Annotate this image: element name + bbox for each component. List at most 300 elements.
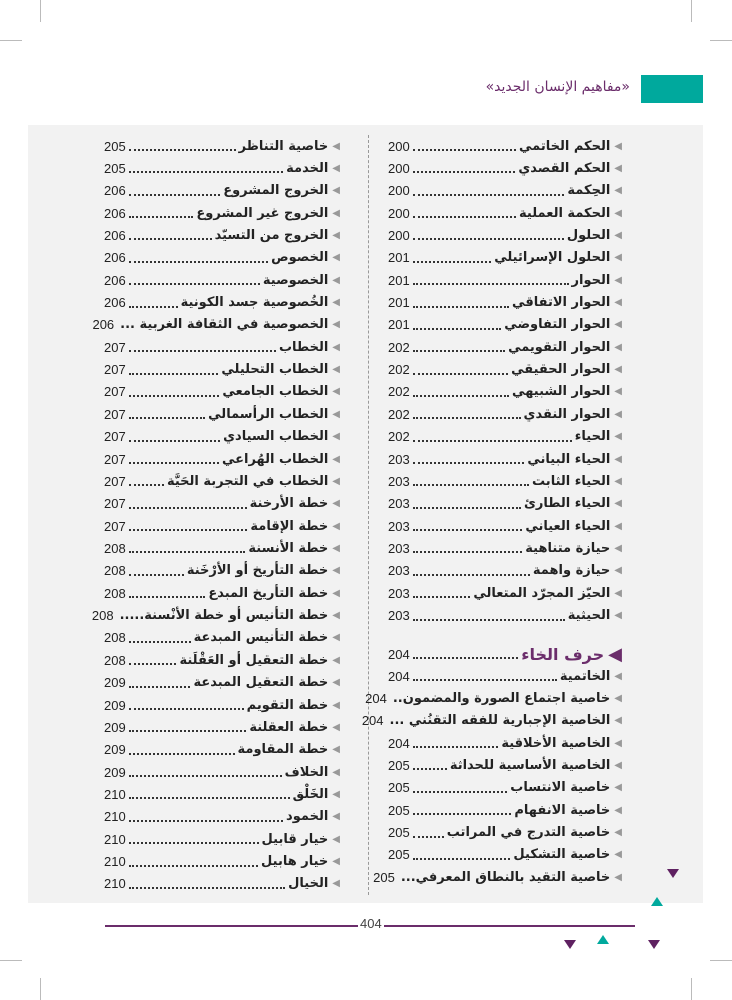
entry-page: 208 (104, 630, 126, 646)
entry-page: 203 (388, 540, 410, 556)
dot-leader (129, 261, 268, 263)
index-entry (388, 844, 622, 866)
entry-label: الخصوصية في الثقافة الغربية ... (120, 317, 329, 333)
entry-page: 210 (104, 876, 126, 892)
bullet-triangle-icon: ◀ (332, 498, 340, 510)
entry-page: 200 (388, 138, 410, 154)
entry-page: 209 (104, 764, 126, 780)
entry-page: 207 (104, 339, 126, 355)
dot-leader (129, 820, 283, 822)
bullet-triangle-icon: ◀ (614, 670, 622, 682)
entry-page: 202 (388, 384, 410, 400)
entry-page: 205 (388, 780, 410, 796)
dot-leader (129, 283, 260, 285)
entry-page: 202 (388, 362, 410, 378)
entry-label: خطة العقلنة (249, 719, 329, 735)
entry-page: 205 (388, 825, 410, 841)
dot-leader (413, 328, 502, 330)
bullet-triangle-icon: ◀ (614, 804, 622, 816)
entry-label: خاصية الانتساب (510, 780, 611, 796)
entry-label: الخدمة (286, 160, 329, 176)
bullet-triangle-icon: ◀ (332, 856, 340, 868)
index-entry (388, 247, 622, 269)
crop-mark (691, 0, 692, 22)
bullet-triangle-icon: ◀ (614, 297, 622, 309)
entry-page: 206 (104, 250, 126, 266)
dot-leader (129, 574, 184, 576)
dot-leader (413, 238, 564, 240)
index-entry (104, 135, 340, 157)
bullet-triangle-icon: ◀ (332, 341, 340, 353)
entry-label: الخطاب التحليلي (221, 362, 329, 378)
dot-leader (129, 216, 194, 218)
dot-leader (413, 440, 572, 442)
bullet-triangle-icon: ◀ (332, 744, 340, 756)
bullet-triangle-icon: ◀ (332, 297, 340, 309)
bullet-triangle-icon: ◀ (332, 408, 340, 420)
bullet-triangle-icon: ◀ (614, 759, 622, 771)
entry-label: الحِكمة (567, 183, 611, 199)
crop-mark (0, 40, 22, 41)
entry-page: 210 (104, 854, 126, 870)
crop-mark (40, 978, 41, 1000)
index-entry (388, 314, 622, 336)
entry-page: 208 (104, 563, 126, 579)
dot-leader (413, 350, 505, 352)
index-entry (388, 822, 622, 844)
index-entry (104, 537, 340, 559)
bullet-triangle-icon: ◀ (332, 878, 340, 890)
index-entry (373, 866, 622, 888)
dot-leader (129, 797, 290, 799)
index-entry (104, 515, 340, 537)
index-entry (104, 202, 340, 224)
entry-label: الحوار النقدي (523, 406, 611, 422)
entry-label: خطة الأنسنة (248, 540, 329, 556)
entry-page: 203 (388, 563, 410, 579)
index-entry (92, 314, 340, 336)
bullet-triangle-icon: ◀ (332, 587, 340, 599)
bullet-triangle-icon: ◀ (614, 520, 622, 532)
dot-leader (413, 417, 521, 419)
index-entry (104, 359, 340, 381)
entry-page: 208 (104, 652, 126, 668)
entry-page: 200 (388, 160, 410, 176)
index-entry (104, 806, 340, 828)
entry-label: خطة التأريخ أو الأرْخَنة (186, 563, 329, 579)
entry-page: 209 (104, 675, 126, 691)
bullet-triangle-icon: ◀ (614, 185, 622, 197)
index-entry (388, 180, 622, 202)
dot-leader (129, 395, 220, 397)
entry-page: 208 (104, 540, 126, 556)
bullet-triangle-icon: ◀ (614, 782, 622, 794)
entry-page: 206 (92, 317, 115, 333)
entry-page: 208 (91, 608, 114, 624)
entry-label: حيازة واهمة (532, 563, 611, 579)
entry-page: 208 (104, 585, 126, 601)
entry-label: خطة الإقامة (250, 518, 329, 534)
entry-label: الخيال (288, 876, 329, 892)
dot-leader (413, 791, 508, 793)
index-entry (388, 470, 622, 492)
dot-leader (413, 149, 516, 151)
entry-page: 201 (388, 272, 410, 288)
entry-label: الحلول (566, 227, 611, 243)
index-entry (104, 269, 340, 291)
entry-label: خطة التعقيل المبدعة (193, 675, 329, 691)
entry-label: الخطاب الجامعي (222, 384, 329, 400)
index-entry (104, 649, 340, 671)
entry-page: 207 (104, 496, 126, 512)
entry-page: 205 (104, 138, 126, 154)
entry-page: 207 (104, 406, 126, 422)
page-number: 404 (360, 916, 382, 931)
entry-page: 206 (104, 295, 126, 311)
index-entry (104, 157, 340, 179)
bullet-triangle-icon: ◀ (332, 475, 340, 487)
index-entry (104, 873, 340, 895)
bullet-triangle-icon: ◀ (332, 229, 340, 241)
dot-leader (413, 484, 529, 486)
bullet-triangle-icon: ◀ (332, 833, 340, 845)
entry-page: 200 (388, 183, 410, 199)
bullet-triangle-icon: ◀ (614, 565, 622, 577)
index-entry (388, 359, 622, 381)
index-entry (388, 754, 622, 776)
index-entry (104, 292, 340, 314)
entry-page: 203 (388, 608, 410, 624)
bullet-triangle-icon: ◀ (332, 520, 340, 532)
entry-page: 207 (104, 429, 126, 445)
index-entry (388, 515, 622, 537)
dot-leader (413, 619, 565, 621)
index-entry (388, 732, 622, 754)
entry-label: الخطاب الرأسمالي (208, 406, 329, 422)
bullet-triangle-icon: ◀ (614, 498, 622, 510)
bullet-triangle-icon: ◀ (614, 587, 622, 599)
entry-label: الحيّز المجرّد المتعالي (473, 585, 611, 601)
bullet-triangle-icon: ◀ (332, 319, 340, 331)
header-accent-block (641, 75, 703, 103)
index-entry (388, 605, 622, 627)
index-entry (388, 381, 622, 403)
entry-page: 206 (104, 227, 126, 243)
index-entry (388, 799, 622, 821)
entry-label: الحوار التفاوضي (504, 317, 611, 333)
dot-leader (413, 261, 492, 263)
dot-leader (129, 529, 248, 531)
index-entry (388, 426, 622, 448)
entry-label: الحكمة العملية (519, 205, 611, 221)
entry-page: 204 (361, 713, 384, 729)
entry-page: 210 (104, 831, 126, 847)
index-entry (104, 627, 340, 649)
crop-mark (710, 960, 732, 961)
entry-label: الخمود (286, 809, 329, 825)
index-entry (388, 560, 622, 582)
dot-leader (413, 373, 508, 375)
entry-label: خاصية الانفهام (514, 802, 611, 818)
entry-label: خيار هابيل (261, 854, 329, 870)
bullet-triangle-icon: ◀ (332, 699, 340, 711)
triangle-up-icon (651, 897, 663, 906)
bullet-triangle-icon: ◀ (332, 252, 340, 264)
dot-leader (413, 507, 521, 509)
dot-leader (413, 171, 516, 173)
index-entry (104, 672, 340, 694)
entry-label: الحكم القصدي (518, 160, 611, 176)
dot-leader (129, 887, 285, 889)
index-entry (104, 426, 340, 448)
index-entry (388, 224, 622, 246)
entry-label: الحوار الشبيهي (512, 384, 611, 400)
index-entry (388, 135, 622, 157)
index-entry (104, 851, 340, 873)
entry-label: خاصية التشكيل (513, 847, 611, 863)
bullet-triangle-icon: ◀ (608, 643, 622, 665)
entry-page: 210 (104, 786, 126, 802)
entry-label: خاصية التقيد بالنطاق المعرفي... (400, 869, 611, 885)
dot-leader (413, 858, 511, 860)
dot-leader (413, 768, 447, 770)
dot-leader (129, 865, 258, 867)
dot-leader (129, 730, 247, 732)
entry-label: خطة التقويم (246, 697, 329, 713)
entry-page: 201 (388, 295, 410, 311)
bullet-triangle-icon: ◀ (614, 610, 622, 622)
index-entry (104, 381, 340, 403)
entry-label: حرف الخاء (521, 644, 605, 664)
bullet-triangle-icon: ◀ (614, 229, 622, 241)
entry-page: 201 (388, 317, 410, 333)
entry-label: الحياء الثابت (532, 473, 611, 489)
dot-leader (413, 551, 523, 553)
index-entry (104, 470, 340, 492)
entry-page: 204 (388, 735, 410, 751)
entry-label: الحياء البياني (527, 451, 611, 467)
entry-label: خطة التأنيس أو خطة الأنْسنة..... (119, 608, 329, 624)
dot-leader (129, 440, 220, 442)
entry-page: 210 (104, 809, 126, 825)
entry-label: الخطاب السيادي (223, 429, 329, 445)
entry-page: 201 (388, 250, 410, 266)
section-heading (388, 643, 622, 665)
dot-leader (413, 574, 530, 576)
entry-page: 202 (388, 339, 410, 355)
entry-page: 206 (104, 183, 126, 199)
bullet-triangle-icon: ◀ (332, 185, 340, 197)
entry-page: 203 (388, 473, 410, 489)
entry-label: الحوار (571, 272, 611, 288)
dot-leader (129, 663, 177, 665)
entry-label: الحياء (574, 429, 611, 445)
entry-page: 209 (104, 697, 126, 713)
bullet-triangle-icon: ◀ (614, 737, 622, 749)
entry-label: خاصية التدرج في المراتب (446, 825, 611, 841)
entry-label: الحوار الاتفاقي (512, 295, 611, 311)
entry-label: الحياء العياني (525, 518, 611, 534)
bullet-triangle-icon: ◀ (614, 319, 622, 331)
index-entry (388, 157, 622, 179)
entry-label: الخاصية الإجبارية للفقه التقنُني ... (389, 713, 611, 729)
entry-label: خطة الأرخنة (249, 496, 329, 512)
bullet-triangle-icon: ◀ (332, 654, 340, 666)
index-entry (388, 448, 622, 470)
bullet-triangle-icon: ◀ (332, 721, 340, 733)
dot-leader (129, 551, 246, 553)
dot-leader (413, 395, 509, 397)
bullet-triangle-icon: ◀ (614, 475, 622, 487)
entry-label: الخروج من التسيّد (214, 227, 329, 243)
dot-leader (129, 149, 236, 151)
entry-page: 207 (104, 384, 126, 400)
triangle-down-icon (648, 940, 660, 949)
bullet-triangle-icon: ◀ (332, 811, 340, 823)
entry-page: 205 (388, 757, 410, 773)
entry-page: 206 (104, 205, 126, 221)
entry-page: 203 (388, 585, 410, 601)
bullet-triangle-icon: ◀ (332, 386, 340, 398)
dot-leader (129, 507, 247, 509)
bullet-triangle-icon: ◀ (614, 274, 622, 286)
bullet-triangle-icon: ◀ (332, 565, 340, 577)
index-entry (91, 605, 340, 627)
entry-label: الحياء الطارئ (523, 496, 611, 512)
dot-leader (413, 529, 523, 531)
entry-label: الحيثية (567, 608, 611, 624)
bullet-triangle-icon: ◀ (332, 632, 340, 644)
bullet-triangle-icon: ◀ (332, 431, 340, 443)
bullet-triangle-icon: ◀ (614, 207, 622, 219)
index-entry (388, 493, 622, 515)
running-header-title: «مفاهيم الإنسان الجديد» (485, 79, 630, 95)
dot-leader (129, 641, 191, 643)
entry-label: الحوار التقويمي (508, 339, 611, 355)
entry-label: الخلاف (284, 764, 329, 780)
dot-leader (129, 171, 283, 173)
index-entry (388, 292, 622, 314)
entry-page: 203 (388, 496, 410, 512)
dot-leader (413, 596, 471, 598)
bullet-triangle-icon: ◀ (332, 788, 340, 800)
entry-label: الخصوصية (262, 272, 329, 288)
dot-leader (129, 194, 220, 196)
bullet-triangle-icon: ◀ (332, 677, 340, 689)
bullet-triangle-icon: ◀ (614, 692, 622, 704)
crop-mark (691, 978, 692, 1000)
bullet-triangle-icon: ◀ (332, 140, 340, 152)
bullet-triangle-icon: ◀ (614, 431, 622, 443)
index-entry (104, 783, 340, 805)
dot-leader (129, 753, 235, 755)
column-divider (368, 135, 369, 895)
dot-leader (413, 836, 444, 838)
entry-page: 207 (104, 451, 126, 467)
entry-page: 202 (388, 429, 410, 445)
bullet-triangle-icon: ◀ (614, 162, 622, 174)
entry-page: 207 (104, 362, 126, 378)
entry-label: الحكم الخاتمي (518, 138, 611, 154)
bullet-triangle-icon: ◀ (614, 715, 622, 727)
dot-leader (413, 746, 499, 748)
dot-leader (129, 306, 178, 308)
entry-page: 203 (388, 451, 410, 467)
bullet-triangle-icon: ◀ (332, 207, 340, 219)
bullet-triangle-icon: ◀ (614, 408, 622, 420)
entry-label: الخروج المشروع (223, 183, 329, 199)
index-entry (104, 493, 340, 515)
dot-leader (413, 306, 509, 308)
index-entry (104, 828, 340, 850)
crop-mark (0, 960, 22, 961)
crop-mark (710, 40, 732, 41)
dot-leader (129, 462, 219, 464)
index-entry (104, 336, 340, 358)
index-entry (104, 448, 340, 470)
entry-page: 207 (104, 473, 126, 489)
dot-leader (129, 775, 282, 777)
entry-page: 206 (104, 272, 126, 288)
bullet-triangle-icon: ◀ (332, 162, 340, 174)
dot-leader (413, 679, 557, 681)
entry-label: الحلول الإسرائيلي (494, 250, 611, 266)
entry-label: الخروج غير المشروع (196, 205, 329, 221)
entry-page: 205 (104, 160, 126, 176)
triangle-down-icon (564, 940, 576, 949)
index-entry (388, 537, 622, 559)
index-entry (104, 694, 340, 716)
bullet-triangle-icon: ◀ (614, 453, 622, 465)
entry-page: 200 (388, 227, 410, 243)
dot-leader (129, 350, 276, 352)
dot-leader (129, 596, 206, 598)
entry-page: 209 (104, 719, 126, 735)
entry-page: 202 (388, 406, 410, 422)
entry-page: 205 (388, 847, 410, 863)
dot-leader (413, 813, 512, 815)
entry-label: خطة المقاومة (237, 742, 329, 758)
dot-leader (413, 194, 565, 196)
index-entry (388, 777, 622, 799)
dot-leader (129, 484, 164, 486)
entry-page: 200 (388, 205, 410, 221)
entry-page: 203 (388, 518, 410, 534)
entry-label: الخَلْق (292, 786, 329, 802)
index-entry (104, 716, 340, 738)
entry-page: 204 (388, 668, 410, 684)
entry-label: الخُصوصية جسد الكونية (180, 295, 329, 311)
entry-label: الخاصية الأساسية للحداثة (449, 757, 611, 773)
index-entry (365, 687, 622, 709)
dot-leader (413, 462, 525, 464)
index-entry (104, 224, 340, 246)
dot-leader (129, 686, 191, 688)
entry-page: 209 (104, 742, 126, 758)
index-entry (388, 403, 622, 425)
dot-leader (129, 238, 212, 240)
crop-mark (40, 0, 41, 22)
bullet-triangle-icon: ◀ (332, 453, 340, 465)
entry-label: خاصية التناظر (238, 138, 329, 154)
entry-page: 204 (388, 646, 410, 662)
entry-label: خيار قابيل (261, 831, 329, 847)
entry-label: الخصوص (271, 250, 329, 266)
index-entry (104, 761, 340, 783)
bullet-triangle-icon: ◀ (332, 542, 340, 554)
entry-label: حيازة متناهية (525, 540, 611, 556)
index-entry (388, 582, 622, 604)
